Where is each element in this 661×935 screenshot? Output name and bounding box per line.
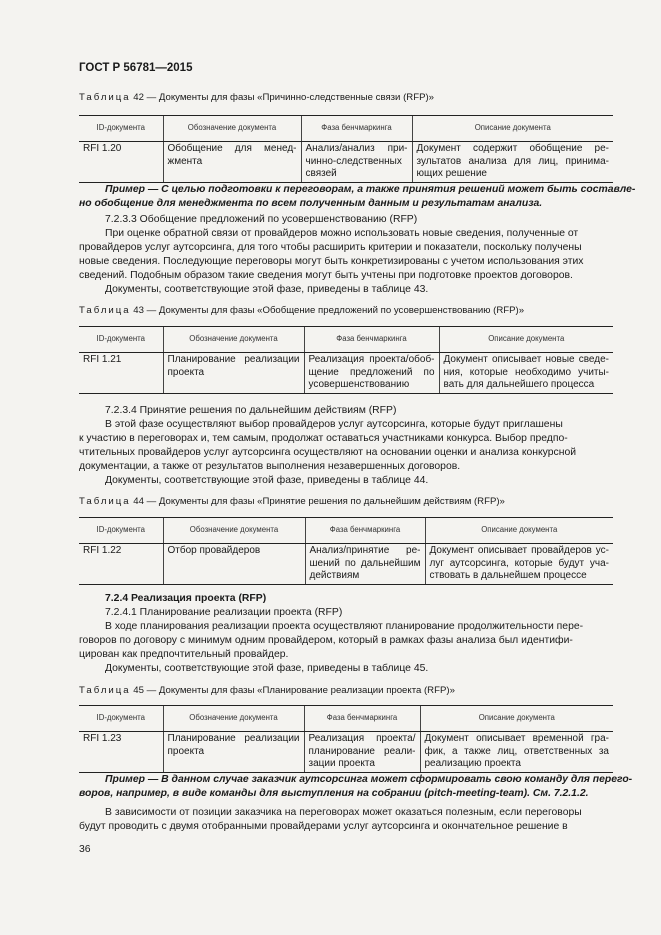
table-row <box>79 353 613 394</box>
col-header-phase: Фаза бенчмаркинга <box>301 116 412 142</box>
cell-designation: Обобщение для менед-жмента <box>163 142 301 183</box>
table-header-row <box>79 706 613 732</box>
cell-phase: Реализация проекта/ планирование реали-зации проекта <box>304 732 420 773</box>
table-45 <box>79 705 613 773</box>
example-1: Пример — С целью подготовки к переговорам, а также принятия решений может быть составле- но обобщение для менеджмента по всем полученным данным и результатам анализа. <box>79 184 636 209</box>
section-7-2-3-4: 7.2.3.4 Принятие решения по дальнейшим действиям (RFP) В этой фазе осуществляют выбор провайдеров услуг аутсорсинга, которые будут приглашены к участию в переговорах и, тем самым, продолжат оставаться участниками конкурса. Выбор предпо- чтительных провайдеров услуг аутсорсинга осуществляют на основании оценки и анализа конкурсной документации, а также от результатов выполнения незавершенных договоров. Документы, соответствующие этой фазе, приведены в таблице 44. <box>79 404 613 488</box>
table-header-row <box>79 116 613 142</box>
col-header-description: Описание документа <box>439 327 613 353</box>
table-44-caption: Таблица 44 — Документы для фазы «Принятие решения по дальнейшим действиям (RFP)» <box>79 496 505 507</box>
page-number: 36 <box>79 844 91 855</box>
col-header-description: Описание документа <box>412 116 613 142</box>
cell-id: RFI 1.21 <box>79 353 163 394</box>
cell-id: RFI 1.20 <box>79 142 163 183</box>
col-header-designation: Обозначение документа <box>163 706 304 732</box>
col-header-id: ID-документа <box>79 116 163 142</box>
col-header-id: ID-документа <box>79 706 163 732</box>
section-title: 7.2.3.3 Обобщение предложений по усовершенствованию (RFP) <box>105 214 418 225</box>
cell-phase: Анализ/принятие ре-шений по дальнейшим действиям <box>305 544 425 585</box>
col-header-designation: Обозначение документа <box>163 116 301 142</box>
cell-designation: Планирование реализации проекта <box>163 732 304 773</box>
cell-description: Документ описывает провайдеров ус-луг аутсорсинга, которые будут уча-ствовать в дальнейшем процессе <box>425 544 613 585</box>
col-header-phase: Фаза бенчмаркинга <box>305 518 425 544</box>
section-title: 7.2.3.4 Принятие решения по дальнейшим действиям (RFP) <box>105 405 397 416</box>
cell-description: Документ содержит обобщение ре-зультатов анализа для лиц, принима-ющих решение <box>412 142 613 183</box>
example-2: Пример — В данном случае заказчик аутсорсинга может сформировать свою команду для перего- воров, например, в виде команды для выступления на собрании (pitch-meeting-team). См. 7.2.1.2. <box>79 774 633 799</box>
table-43-caption: Таблица 43 — Документы для фазы «Обобщение предложений по усовершенствованию (RFP)» <box>79 305 525 316</box>
cell-phase: Анализ/анализ при-чинно-следственных связей <box>301 142 412 183</box>
section-title: 7.2.4 Реализация проекта (RFP) <box>105 593 267 604</box>
col-header-designation: Обозначение документа <box>163 327 304 353</box>
cell-description: Документ описывает временной гра-фик, а также лиц, ответственных за реализацию проекта <box>420 732 613 773</box>
table-header-row <box>79 327 613 353</box>
table-row <box>79 142 613 183</box>
col-header-id: ID-документа <box>79 518 163 544</box>
cell-id: RFI 1.22 <box>79 544 163 585</box>
section-7-2-3-3: 7.2.3.3 Обобщение предложений по усовершенствованию (RFP) При оценке обратной связи от провайдеров можно использовать новые сведения, полученные от провайдеров услуг аутсорсинга, для того чтобы расширить критерии и показатели, поскольку получены новые сведения. Последующие переговоры могут быть конкретизированы с учетом использования этих сведений. Подобным образом такие сведения могут быть учтены при подготовке проектов договоров. Документы, соответствующие этой фазе, приведены в таблице 43. <box>79 213 613 297</box>
col-header-description: Описание документа <box>425 518 613 544</box>
document-code: ГОСТ Р 56781—2015 <box>79 62 193 74</box>
table-header-row <box>79 518 613 544</box>
cell-description: Документ описывает новые сведе-ния, которые необходимо учиты-вать для дальнейшего процесса <box>439 353 613 394</box>
col-header-description: Описание документа <box>420 706 613 732</box>
cell-designation: Планирование реализации проекта <box>163 353 304 394</box>
col-header-phase: Фаза бенчмаркинга <box>304 706 420 732</box>
table-45-caption: Таблица 45 — Документы для фазы «Планирование реализации проекта (RFP)» <box>79 685 455 696</box>
final-paragraph: В зависимости от позиции заказчика на переговорах может оказаться полезным, если переговоры будут проводить с двумя отобранными провайдерами услуг аутсорсинга и окончательное решение в <box>79 807 582 832</box>
cell-designation: Отбор провайдеров <box>163 544 305 585</box>
subsection-title: 7.2.4.1 Планирование реализации проекта (RFP) <box>105 607 343 618</box>
table-row <box>79 732 613 773</box>
table-44 <box>79 517 613 585</box>
cell-phase: Реализация проекта/обоб-щение предложений по усовершенствованию <box>304 353 439 394</box>
col-header-designation: Обозначение документа <box>163 518 305 544</box>
table-42 <box>79 115 613 183</box>
col-header-phase: Фаза бенчмаркинга <box>304 327 439 353</box>
cell-id: RFI 1.23 <box>79 732 163 773</box>
table-42-caption: Таблица 42 — Документы для фазы «Причинно-следственные связи (RFP)» <box>79 92 434 103</box>
section-7-2-4: 7.2.4 Реализация проекта (RFP) 7.2.4.1 Планирование реализации проекта (RFP) В ходе планирования реализации проекта осуществляют планирование продолжительности пере- говоров по договору с минимум одним провайдером, который в рамках фазы анализа был идентифи- цирован как предпочтительный провайдер. Документы, соответствующие этой фазе, приведены в таблице 45. <box>79 592 613 676</box>
table-row <box>79 544 613 585</box>
table-43 <box>79 326 613 394</box>
col-header-id: ID-документа <box>79 327 163 353</box>
